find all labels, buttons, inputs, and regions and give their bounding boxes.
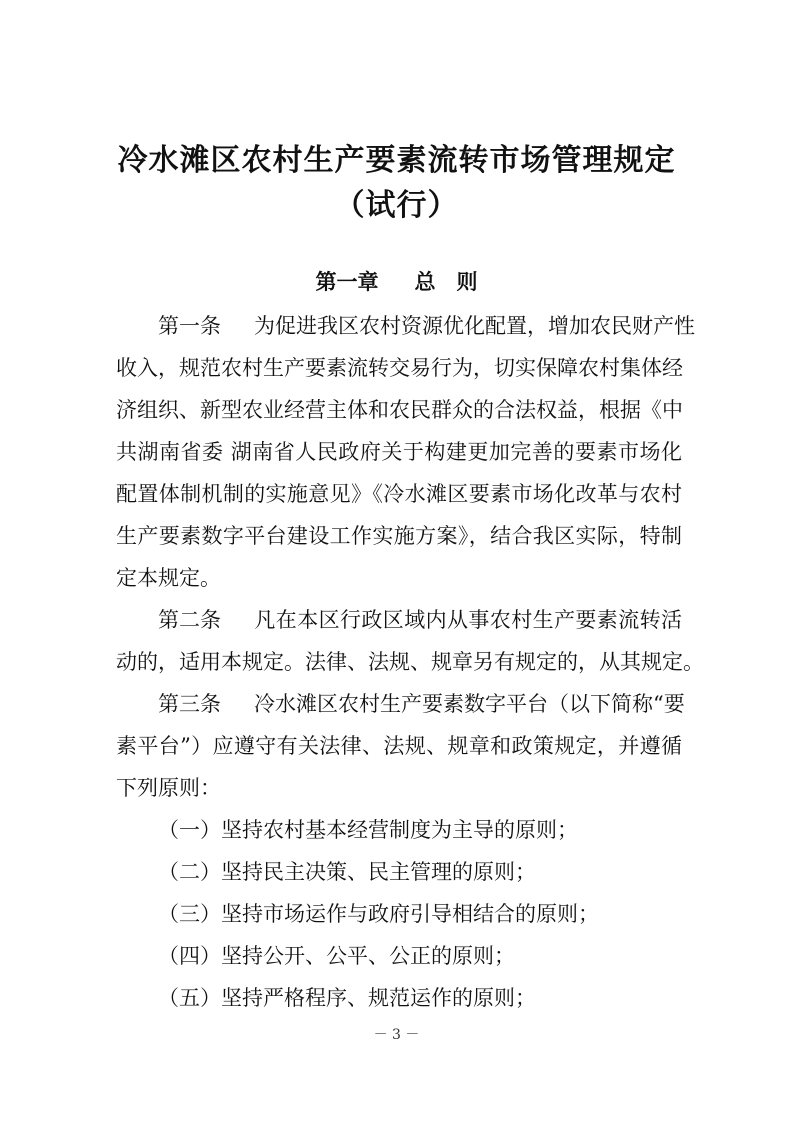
article-2-line-2: 动的，适用本规定。法律、法规、规章另有规定的，从其规定。: [116, 650, 704, 674]
article-1-line-5: 配置体制机制的实施意见》《冷水滩区要素市场化改革与农村: [116, 482, 682, 506]
article-1-line-2: 收入，规范农村生产要素流转交易行为，切实保障农村集体经: [116, 356, 683, 380]
principle-item: （二）坚持民主决策、民主管理的原则；: [158, 860, 536, 884]
article-1-line-4: 共湖南省委 湖南省人民政府关于构建更加完善的要素市场化: [116, 440, 682, 464]
article-3-line-3: 下列原则：: [116, 776, 221, 800]
article-2-line-1: 第二条 凡在本区行政区域内从事农村生产要素流转活: [158, 608, 682, 632]
chapter-number: 第一章: [315, 269, 379, 294]
article-2-heading: 第二条: [158, 608, 221, 632]
principle-item: （三）坚持市场运作与政府引导相结合的原则；: [158, 902, 599, 926]
chapter-heading: [0, 266, 793, 296]
article-1-line-6: 生产要素数字平台建设工作实施方案》，结合我区实际，特制: [116, 524, 682, 548]
article-1-heading: 第一条: [158, 314, 221, 338]
chapter-name: 总 则: [414, 269, 478, 294]
page-number: － 3 －: [373, 1027, 420, 1043]
principle-item: （一）坚持农村基本经营制度为主导的原则；: [158, 818, 578, 842]
article-3-heading: 第三条: [158, 692, 221, 716]
article-1-line-7: 定本规定。: [116, 566, 221, 590]
article-3-line-1: 第三条 冷水滩区农村生产要素数字平台（以下简称“要: [158, 692, 685, 716]
article-1-line-3: 济组织、新型农业经营主体和农民群众的合法权益，根据《中: [116, 398, 683, 422]
article-3-line-2: 素平台”）应遵守有关法律、法规、规章和政策规定，并遵循: [116, 734, 682, 758]
article-1-line-1: 第一条 为促进我区农村资源优化配置，增加农民财产性: [158, 314, 695, 338]
document-subtitle: （试行）: [334, 188, 459, 223]
principle-item: （五）坚持严格程序、规范运作的原则；: [158, 986, 536, 1010]
document-title: 冷水滩区农村生产要素流转市场管理规定: [117, 143, 676, 178]
principle-item: （四）坚持公开、公平、公正的原则；: [158, 944, 515, 968]
